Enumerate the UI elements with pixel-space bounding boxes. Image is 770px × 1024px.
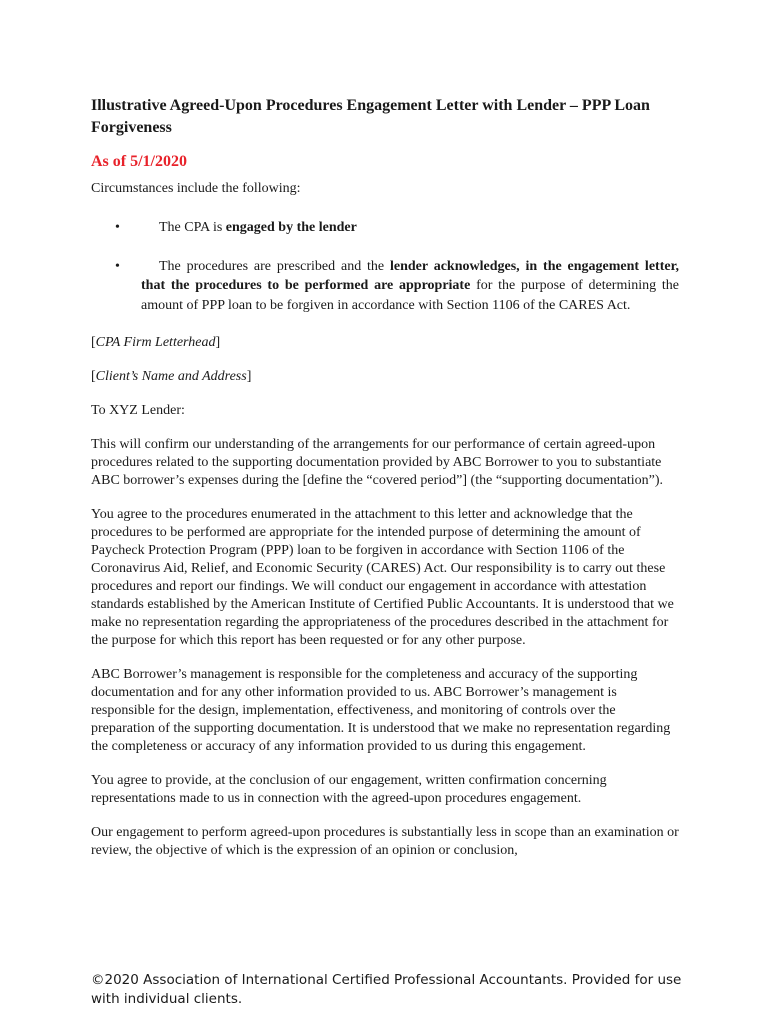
copyright-footer: ©2020 Association of International Certified Professional Accountants. Provided for use with individual clients. xyxy=(91,972,682,1007)
as-of-date: As of 5/1/2020 xyxy=(91,153,187,170)
client-placeholder: [Client’s Name and Address] xyxy=(91,369,252,384)
bullet-text: The procedures are prescribed and the xyxy=(159,258,390,274)
bullet-bold-text: lender acknowledges, in the engagement letter, that the procedures to be performed are appropriate xyxy=(141,258,679,293)
bullet-icon: • xyxy=(115,258,120,274)
bullet-bold-text: engaged by the lender xyxy=(225,220,357,235)
circumstances-list xyxy=(91,218,679,315)
letterhead-text: CPA Firm Letterhead xyxy=(95,335,216,350)
client-text: Client’s Name and Address xyxy=(95,369,247,384)
paragraph: You agree to the procedures enumerated in the attachment to this letter and acknowledge that the procedures to be performed are appropriate for the intended purpose of determining the amount of Paycheck Protection Program (PPP) loan to be forgiven in accordance with Section 1106 of the Coronavirus Aid, Relief, and Economic Security (CARES) Act. Our responsibility is to carry out these procedures and report our findings. We will conduct our engagement in accordance with attestation standards established by the American Institute of Certified Public Accountants. It is understood that we make no representation regarding the appropriateness of the procedures described in the attachment for the purpose for which this report has been requested or for any other purpose. xyxy=(91,507,674,648)
paragraph: You agree to provide, at the conclusion of our engagement, written confirmation concerning representations made to us in connection with the agreed-upon procedures engagement. xyxy=(91,773,607,806)
salutation: To XYZ Lender: xyxy=(91,403,185,418)
paragraph: ABC Borrower’s management is responsible for the completeness and accuracy of the supporting documentation and for any other information provided to us. ABC Borrower’s management is responsible for the design, implementation, effectiveness, and monitoring of controls over the preparation of the supporting documentation. It is understood that we make no representation regarding the completeness or accuracy of any information provided to us during this engagement. xyxy=(91,667,671,754)
letterhead-placeholder: [CPA Firm Letterhead] xyxy=(91,335,221,350)
paragraph: Our engagement to perform agreed-upon procedures is substantially less in scope than an examination or review, the objective of which is the expression of an opinion or conclusion, xyxy=(91,825,679,858)
bullet-icon: • xyxy=(115,220,120,235)
list-item xyxy=(91,257,679,316)
document-page xyxy=(91,95,679,876)
list-item xyxy=(91,218,679,238)
paragraph: This will confirm our understanding of the arrangements for our performance of certain agreed-upon procedures related to the supporting documentation provided by ABC Borrower to you to substantiate ABC borrower’s expenses during the [define the “covered period”] (the “supporting documentation”). xyxy=(91,437,663,488)
document-title: Illustrative Agreed-Upon Procedures Engagement Letter with Lender – PPP Loan Forgiveness xyxy=(91,97,650,136)
intro-text: Circumstances include the following: xyxy=(91,181,301,196)
bullet-text: The CPA is xyxy=(159,220,226,235)
bullet-text: for the purpose of determining the amount of PPP loan to be forgiven in accordance with Section 1106 of the CARES Act. xyxy=(141,278,680,313)
